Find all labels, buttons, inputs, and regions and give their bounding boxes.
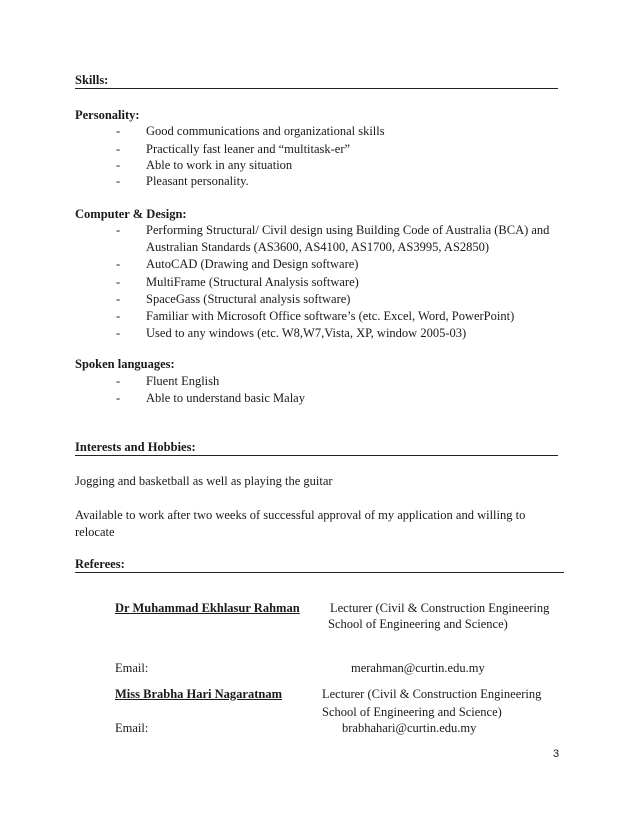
referee-title-line-1: Lecturer (Civil & Construction Engineering bbox=[330, 601, 550, 615]
referee-email-label: Email: bbox=[115, 661, 149, 675]
bullet: - bbox=[116, 292, 121, 306]
referee-title-line-1: Lecturer (Civil & Construction Engineering bbox=[322, 687, 542, 701]
referee-title-line-2: School of Engineering and Science) bbox=[322, 705, 502, 719]
referees-rule bbox=[75, 572, 564, 573]
computer-design-item: Familiar with Microsoft Office software’s (etc. Excel, Word, PowerPoint) bbox=[146, 309, 515, 323]
computer-design-item: Australian Standards (AS3600, AS4100, AS1700, AS3995, AS2850) bbox=[146, 240, 490, 254]
language-item: Fluent English bbox=[146, 374, 220, 388]
bullet: - bbox=[116, 326, 121, 340]
interests-text: Jogging and basketball as well as playing the guitar bbox=[75, 474, 333, 488]
bullet: - bbox=[116, 158, 121, 172]
computer-design-heading: Computer & Design: bbox=[75, 207, 187, 221]
language-item: Able to understand basic Malay bbox=[146, 391, 305, 405]
bullet: - bbox=[116, 174, 121, 188]
bullet: - bbox=[116, 142, 121, 156]
computer-design-item: AutoCAD (Drawing and Design software) bbox=[146, 257, 359, 271]
availability-line-2: relocate bbox=[75, 525, 115, 539]
bullet: - bbox=[116, 309, 121, 323]
personality-item: Practically fast leaner and “multitask-er” bbox=[146, 142, 351, 156]
personality-item: Able to work in any situation bbox=[146, 158, 293, 172]
personality-heading: Personality: bbox=[75, 108, 140, 122]
computer-design-item: MultiFrame (Structural Analysis software) bbox=[146, 275, 359, 289]
interests-heading: Interests and Hobbies: bbox=[75, 440, 196, 454]
computer-design-item: Performing Structural/ Civil design using Building Code of Australia (BCA) and bbox=[146, 223, 550, 237]
bullet: - bbox=[116, 257, 121, 271]
computer-design-item: SpaceGass (Structural analysis software) bbox=[146, 292, 351, 306]
referee-name: Dr Muhammad Ekhlasur Rahman bbox=[115, 601, 300, 615]
spoken-languages-heading: Spoken languages: bbox=[75, 357, 175, 371]
skills-heading: Skills: bbox=[75, 73, 109, 87]
bullet: - bbox=[116, 223, 121, 237]
bullet: - bbox=[116, 391, 121, 405]
referee-email[interactable]: brabhahari@curtin.edu.my bbox=[342, 721, 477, 735]
interests-rule bbox=[75, 455, 558, 456]
personality-item: Pleasant personality. bbox=[146, 174, 249, 188]
referee-name: Miss Brabha Hari Nagaratnam bbox=[115, 687, 283, 701]
skills-rule bbox=[75, 88, 558, 89]
page-number: 3 bbox=[553, 748, 560, 760]
personality-item: Good communications and organizational skills bbox=[146, 124, 385, 138]
bullet: - bbox=[116, 124, 121, 138]
computer-design-item: Used to any windows (etc. W8,W7,Vista, XP, window 2005-03) bbox=[146, 326, 467, 340]
referee-email[interactable]: merahman@curtin.edu.my bbox=[351, 661, 485, 675]
referee-email-label: Email: bbox=[115, 721, 149, 735]
referees-heading: Referees: bbox=[75, 557, 125, 571]
bullet: - bbox=[116, 275, 121, 289]
referee-title-line-2: School of Engineering and Science) bbox=[328, 617, 508, 631]
availability-line-1: Available to work after two weeks of successful approval of my application and willing to bbox=[75, 508, 526, 522]
bullet: - bbox=[116, 374, 121, 388]
